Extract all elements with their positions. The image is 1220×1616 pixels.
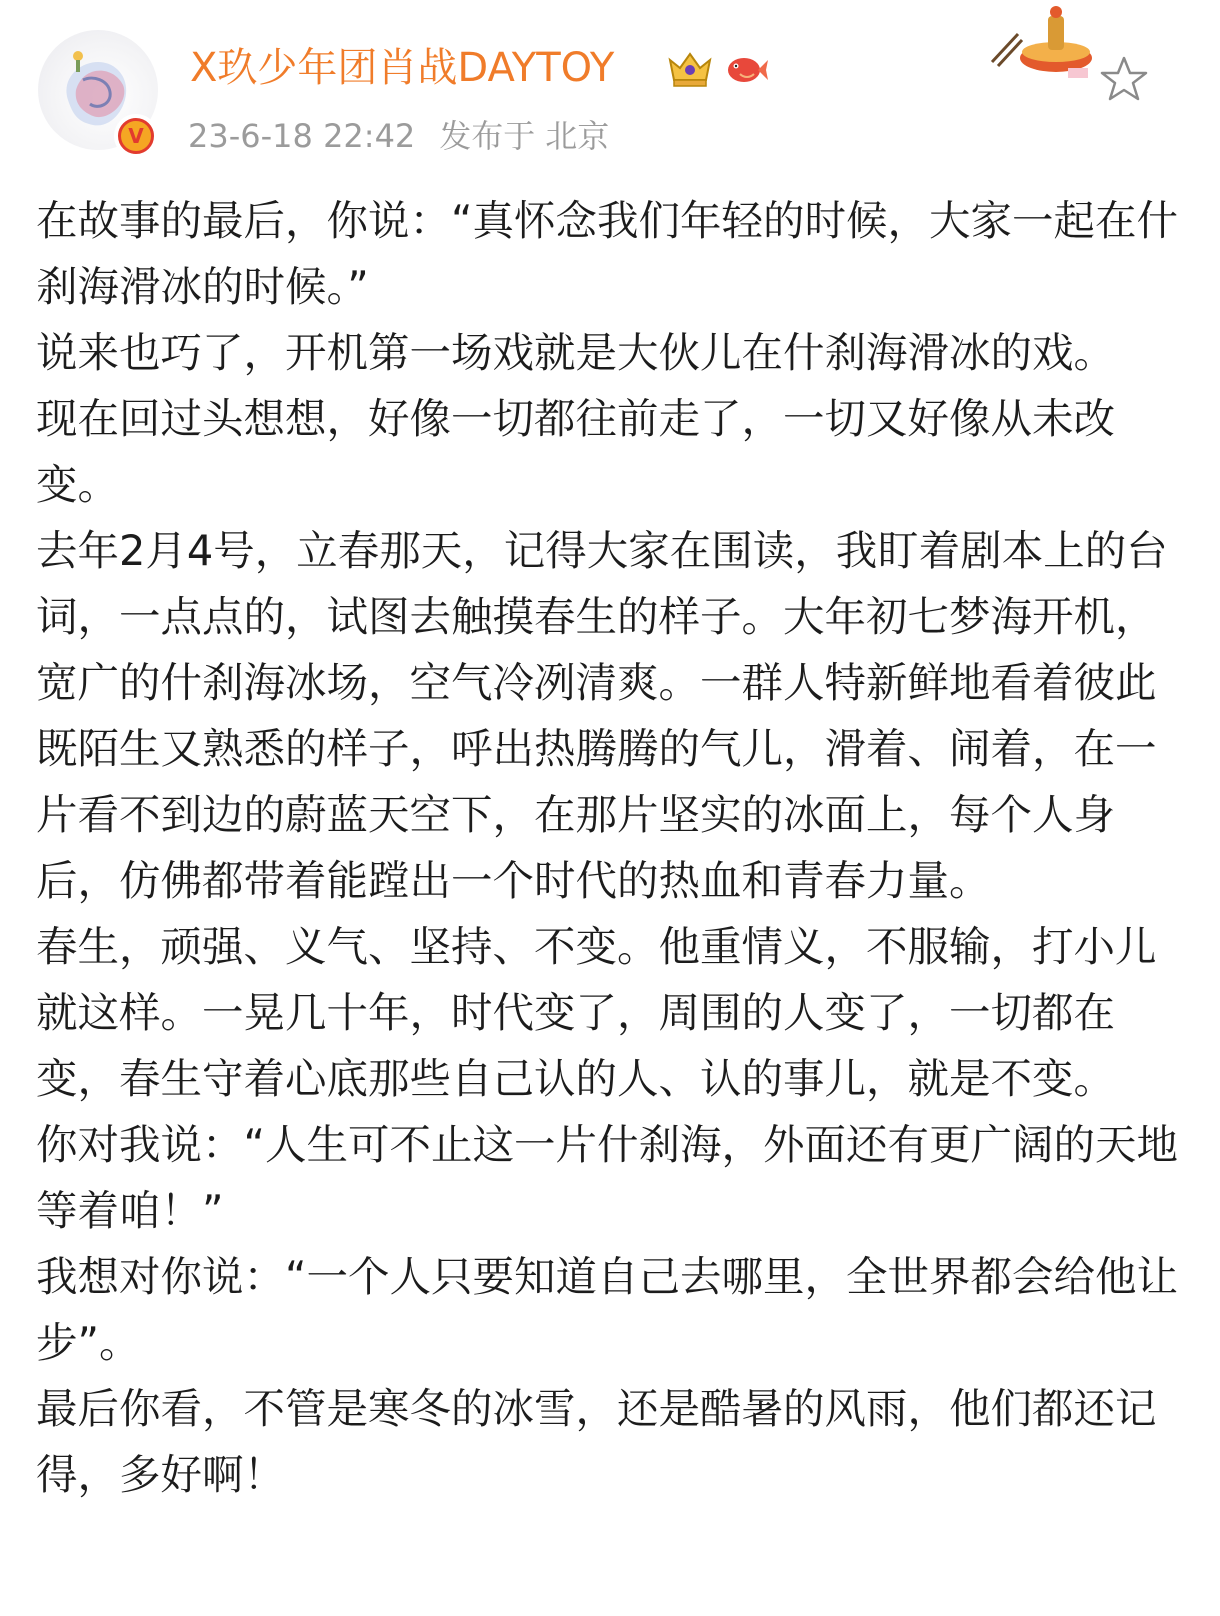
post-location[interactable]: 北京 — [545, 117, 610, 155]
avatar-container[interactable] — [30, 22, 160, 162]
hotpot-decoration-icon — [984, 4, 1104, 92]
post-meta — [188, 112, 609, 160]
post-paragraph: 说来也巧了，开机第一场戏就是大伙儿在什刹海滑冰的戏。 — [36, 328, 1116, 377]
star-icon[interactable] — [1098, 54, 1150, 106]
post-paragraph: 你对我说：“人生可不止这一片什刹海，外面还有更广阔的天地等着咱！” — [36, 1120, 1179, 1235]
post-header — [0, 0, 1220, 185]
post-paragraph: 最后你看，不管是寒冬的冰雪，还是酷暑的风雨，他们都还记得，多好啊！ — [36, 1384, 1157, 1499]
post-paragraph: 去年2月4号，立春那天，记得大家在围读，我盯着剧本上的台词，一点点的，试图去触摸春生的样子。大年初七梦海开机，宽广的什刹海冰场，空气冷冽清爽。一群人特新鲜地看着彼此既陌生又熟悉的样子，呼出热腾腾的气儿，滑着、闹着，在一片看不到边的蔚蓝天空下，在那片坚实的冰面上，每个人身后，仿佛都带着能蹚出一个时代的热血和青春力量。 — [36, 526, 1168, 905]
verified-badge — [114, 114, 158, 158]
location-prefix: 发布于 — [439, 117, 536, 155]
post-paragraph: 在故事的最后，你说：“真怀念我们年轻的时候，大家一起在什刹海滑冰的时候。” — [36, 196, 1179, 311]
post-paragraph: 春生，顽强、义气、坚持、不变。他重情义，不服输，打小儿就这样。一晃几十年，时代变了，周围的人变了，一切都在变，春生守着心底那些自己认的人、认的事儿，就是不变。 — [36, 922, 1157, 1103]
post-paragraph: 我想对你说：“一个人只要知道自己去哪里，全世界都会给他让步”。 — [36, 1252, 1179, 1367]
crown-badge-icon[interactable] — [664, 46, 716, 90]
username[interactable]: X玖少年团肖战DAYTOY — [190, 45, 615, 91]
post-body — [36, 188, 1186, 1508]
post-timestamp: 23-6-18 22:42 — [188, 117, 416, 155]
koi-fish-icon[interactable] — [722, 44, 770, 92]
verified-v-icon: V — [118, 118, 154, 154]
post-paragraph: 现在回过头想想，好像一切都往前走了，一切又好像从未改变。 — [36, 394, 1116, 509]
